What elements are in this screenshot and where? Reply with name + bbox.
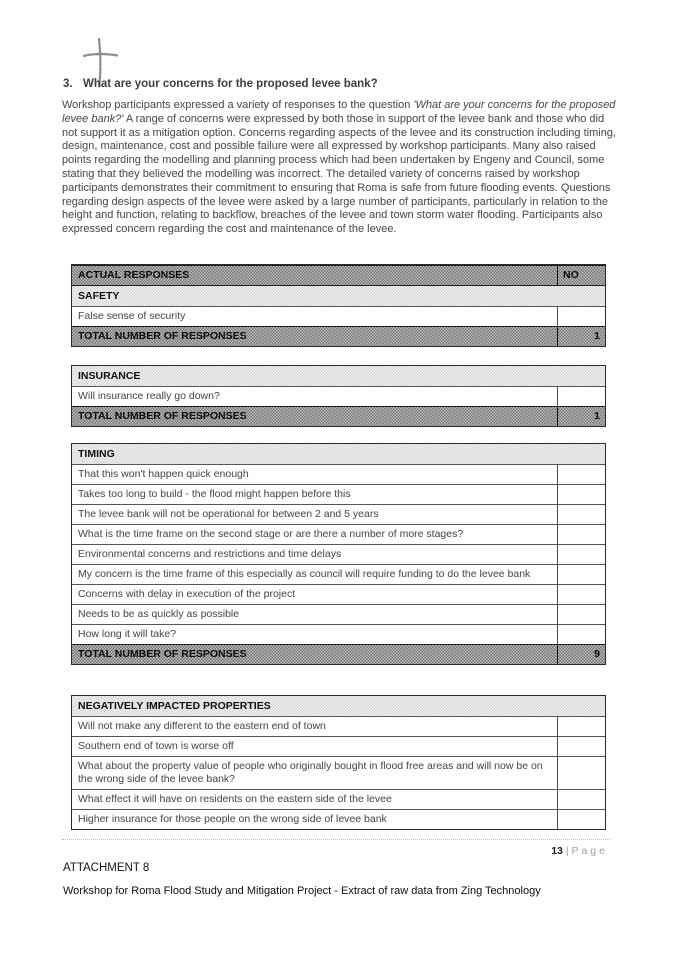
response-table-negatively-impacted-properties [71,695,606,830]
response-row [72,504,605,524]
category-header-row [72,444,605,464]
category-header-row-label: TIMING [78,447,115,460]
total-row-count: 9 [557,645,605,664]
response-row-count [557,757,605,789]
response-row-count [557,790,605,809]
response-row-label: Needs to be as quickly as possible [78,608,240,620]
category-header-row [72,285,605,306]
intro-quote-italic: 'What are your concerns for the proposed levee bank?' [62,99,616,125]
response-row-label: Southern end of town is worse off [78,740,234,752]
response-row-label: That this won't happen quick enough [78,468,249,480]
response-row-label: Environmental concerns and restrictions and time delays [78,548,342,560]
response-row-label: Concerns with delay in execution of the project [78,588,296,600]
total-row-label: TOTAL NUMBER OF RESPONSES [78,330,247,342]
response-row [72,564,605,584]
response-row [72,624,605,644]
response-row [72,386,605,406]
response-row [72,604,605,624]
response-row [72,524,605,544]
total-row-label: TOTAL NUMBER OF RESPONSES [78,410,247,422]
total-row [72,644,605,664]
response-row-count [557,737,605,756]
response-row-count [557,605,605,624]
response-row-count [557,485,605,504]
response-table-timing [71,443,606,665]
response-row [72,736,605,756]
response-row [72,716,605,736]
response-row-label: Will insurance really go down? [78,390,220,402]
category-header-row-label: NEGATIVELY IMPACTED PROPERTIES [78,699,271,712]
response-table-safety [71,264,606,347]
response-row-label: How long it will take? [78,628,177,640]
response-row [72,809,605,829]
response-row-label: Takes too long to build - the flood might happen before this [78,488,351,500]
category-header-row [72,696,605,716]
response-row-count [557,545,605,564]
response-row-count [557,585,605,604]
total-row-count: 1 [557,407,605,426]
category-header-row-label: INSURANCE [78,369,141,382]
table-header-row-label: ACTUAL RESPONSES [78,269,190,281]
response-row-count [557,625,605,644]
total-row-count: 1 [557,327,605,346]
response-row [72,584,605,604]
attachment-label: ATTACHMENT 8 [63,862,150,874]
heading-text: What are your concerns for the proposed levee bank? [83,78,378,90]
response-row-count [557,565,605,584]
table-header-row [72,265,605,285]
response-row-label: What effect it will have on residents on the eastern side of the levee [78,793,392,805]
response-row [72,544,605,564]
response-row-count [557,717,605,736]
intro-text-2: A range of concerns were expressed by both those in support of the levee bank and those who did not support it as a mitigation option. Concerns regarding aspects of the levee and its construction including timing, design, maintenance, cost and possible failure were all expressed by workshop participants. Many also raised points regarding the modelling and planning process which had been undertaken by Engeny and Council, some stating that they believed the modelling was incorrect. The detailed variety of concerns raised by workshop participants demonstrates their commitment to ensuring that Roma is safe from future flooding events. Questions regarding design aspects of the levee were asked by a large number of participants, particularly in relation to the height and function, relating to backflow, breaches of the levee and town storm water flooding. Participants also expressed concern regarding the cost and maintenance of the levee. [62,112,616,236]
total-row-label: TOTAL NUMBER OF RESPONSES [78,648,247,660]
response-row [72,484,605,504]
response-row [72,756,605,789]
category-header-row-label: SAFETY [78,289,120,302]
page-number [62,845,608,857]
page-word: Page [571,845,608,857]
document-description: Workshop for Roma Flood Study and Mitigation Project - Extract of raw data from Zing Technology [63,885,541,897]
response-row-count [557,387,605,406]
response-row-label: What about the property value of people who originally bought in flood free areas and will now be on the wrong side of the levee bank? [78,760,543,785]
response-row-count [557,810,605,829]
response-row-label: My concern is the time frame of this especially as council will require funding to do the levee bank [78,568,531,580]
response-row-label: False sense of security [78,310,186,322]
response-row-label: Will not make any different to the eastern end of town [78,720,326,732]
response-row-count [557,307,605,326]
response-row [72,306,605,326]
response-row-label: The levee bank will not be operational for between 2 and 5 years [78,508,379,520]
page-number-separator: | [565,845,569,857]
response-row-label: What is the time frame on the second stage or are there a number of more stages? [78,528,464,540]
response-row-count [557,465,605,484]
response-row-count [557,525,605,544]
total-row [72,406,605,426]
response-table-insurance [71,365,606,427]
footer-dotted-divider [62,839,610,840]
category-header-row [72,366,605,386]
total-row [72,326,605,346]
heading-number: 3. [63,78,73,90]
page-number-value: 13 [551,845,563,857]
response-row [72,464,605,484]
response-row-label: Higher insurance for those people on the wrong side of levee bank [78,813,387,825]
response-row-count [557,505,605,524]
response-row [72,789,605,809]
table-header-row-count: NO [557,266,605,285]
tables-area [71,0,606,954]
intro-text-1: Workshop participants expressed a variety of responses to the question [62,99,414,111]
